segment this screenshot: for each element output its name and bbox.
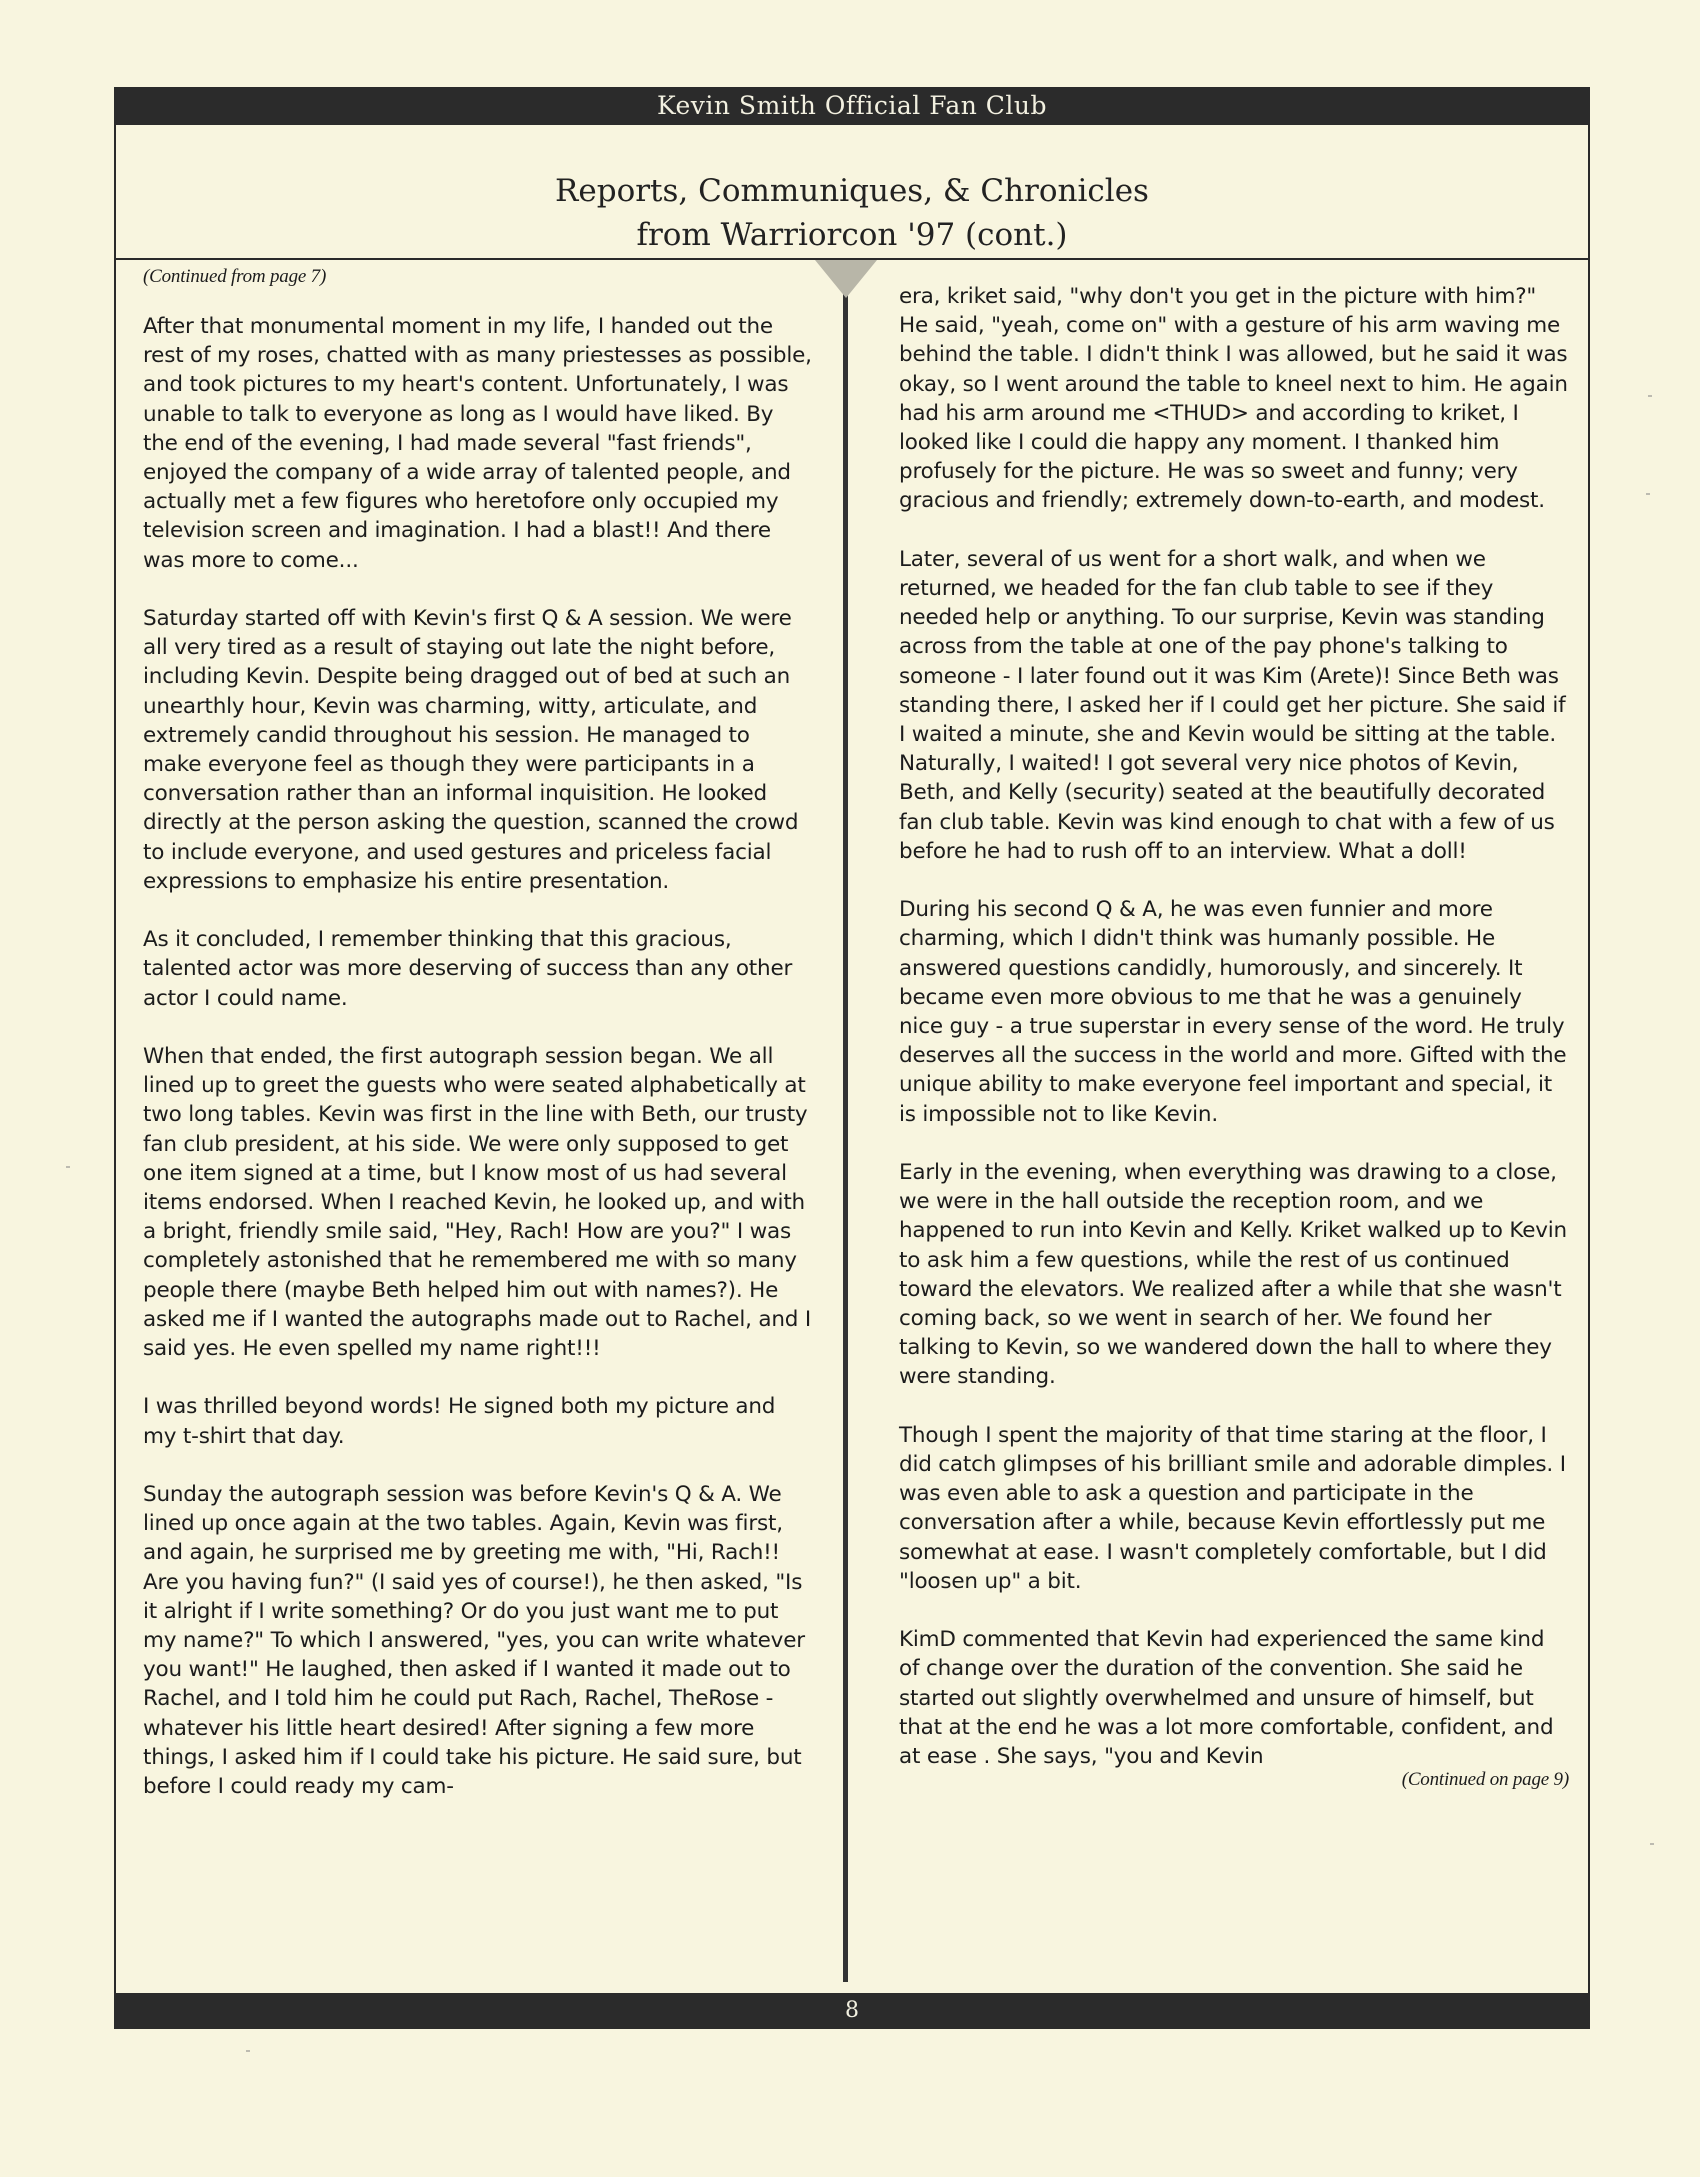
continued-from-note: (Continued from page 7) — [143, 266, 327, 287]
paragraph: KimD commented that Kevin had experienced the same kind of change over the duration of the convention. She said he started out slightly overwhelmed and unsure of himself, but that at the end he was a lot more comfortable, confident, and at ease . She says, "you and Kevin — [899, 1627, 1554, 1770]
paragraph: Early in the evening, when everything was drawing to a close, we were in the hall outside the reception room, and we happened to run into Kevin and Kelly. Kriket walked up to Kevin to ask him a few questions, while the rest of us continued toward the elevators. We realized after a while that she wasn't coming back, so we went in search of her. We found her talking to Kevin, so we wandered down the hall to where they were standing. — [899, 1160, 1567, 1390]
divider-triangle-ornament — [815, 260, 877, 298]
paragraph: Sunday the autograph session was before Kevin's Q & A. We lined up once again at the two tables. Again, Kevin was first, and again, he surprised me by greeting me with, "Hi, Rach!! Are you having fun?" (I said yes of course!), he then asked, "Is it alright if I write something? Or do you just want me to put my name?" To which I answered, "yes, you can write whatever you want!" He laughed, then asked if I wanted it made out to Rachel, and I told him he could put Rach, Rachel, TheRose - whatever his little heart desired! After signing a few more things, I asked him if I could take his picture. He said sure, but before I could ready my cam- — [143, 1482, 805, 1800]
title-line-1: Reports, Communiques, & Chronicles — [555, 173, 1149, 209]
article-title — [114, 125, 1590, 260]
title-line-2: from Warriorcon '97 (cont.) — [636, 217, 1068, 253]
paragraph: When that ended, the first autograph session began. We all lined up to greet the guests who were seated alphabetically at two long tables. Kevin was first in the line with Beth, our trusty fan club president, at his side. We were only supposed to get one item signed at a time, but I know most of us had several items endorsed. When I reached Kevin, he looked up, and with a bright, friendly smile said, "Hey, Rach! How are you?" I was completely astonished that he remembered me with so many people there (maybe Beth helped him out with names?). He asked me if I wanted the autographs made out to Rachel, and I said yes. He even spelled my name right!!! — [143, 1044, 812, 1362]
page-number: 8 — [845, 1998, 859, 2023]
paragraph: Though I spent the majority of that time staring at the floor, I did catch glimpses of his brilliant smile and adorable dimples. I was even able to ask a question and participate in the conversation after a while, because Kevin effortlessly put me somewhat at ease. I wasn't completely comfortable, but I did "loosen up" a bit. — [899, 1422, 1566, 1594]
paragraph: During his second Q & A, he was even funnier and more charming, which I didn't think was humanly possible. He answered questions candidly, humorously, and sincerely. It became even more obvious to me that he was a genuinely nice guy - a true superstar in every sense of the word. He truly deserves all the success in the world and more. Gifted with the unique ability to make everyone feel important and special, it is impossible not to like Kevin. — [899, 897, 1567, 1127]
left-column — [143, 260, 813, 1830]
right-column — [899, 260, 1569, 1791]
club-name: Kevin Smith Official Fan Club — [656, 91, 1048, 120]
paragraph: After that monumental moment in my life, I handed out the rest of my roses, chatted with as many priestesses as possible, and took pictures to my heart's content. Unfortunately, I was unable to talk to everyone as long as I would have liked. By the end of the evening, I had made several "fast friends", enjoyed the company of a wide array of talented people, and actually met a few figures who heretofore only occupied my television screen and imagination. I had a blast!! And there was more to come... — [143, 314, 812, 573]
paragraph: Saturday started off with Kevin's first Q & A session. We were all very tired as a result of staying out late the night before, including Kevin. Despite being dragged out of bed at such an unearthly hour, Kevin was charming, witty, articulate, and extremely candid throughout his session. He managed to make everyone feel as though they were participants in a conversation rather than an informal inquisition. He looked directly at the person asking the question, scanned the crowd to include everyone, and used gestures and priceless facial expressions to emphasize his entire presentation. — [143, 606, 799, 894]
footer-bar — [114, 1993, 1590, 2029]
paragraph: era, kriket said, "why don't you get in the picture with him?" He said, "yeah, come on" with a gesture of his arm waving me behind the table. I didn't think I was allowed, but he said it was okay, so I went around the table to kneel next to him. He again had his arm around me <THUD> and according to kriket, I looked like I could die happy any moment. I thanked him profusely for the picture. He was so sweet and funny; very gracious and friendly; extremely down-to-earth, and modest. — [899, 284, 1568, 514]
scan-speck — [246, 2050, 250, 2052]
scan-speck — [1646, 493, 1650, 495]
scan-speck — [66, 1166, 70, 1168]
column-divider — [843, 260, 848, 1982]
paragraph: I was thrilled beyond words! He signed both my picture and my t-shirt that day. — [143, 1394, 776, 1449]
scan-speck — [1648, 395, 1652, 397]
scan-speck — [1650, 1843, 1654, 1845]
paragraph: As it concluded, I remember thinking that this gracious, talented actor was more deserving of success than any other actor I could name. — [143, 927, 793, 1011]
continued-on-note: (Continued on page 9) — [1401, 1769, 1569, 1791]
paragraph: Later, several of us went for a short walk, and when we returned, we headed for the fan club table to see if they needed help or anything. To our surprise, Kevin was standing across from the table at one of the pay phone's talking to someone - I later found out it was Kim (Arete)! Since Beth was standing there, I asked her if I could get her picture. She said if I waited a minute, she and Kevin would be sitting at the table. Naturally, I waited! I got several very nice photos of Kevin, Beth, and Kelly (security) seated at the beautifully decorated fan club table. Kevin was kind enough to chat with a few of us before he had to rush off to an interview. What a doll! — [899, 546, 1566, 864]
header-bar — [114, 87, 1590, 125]
